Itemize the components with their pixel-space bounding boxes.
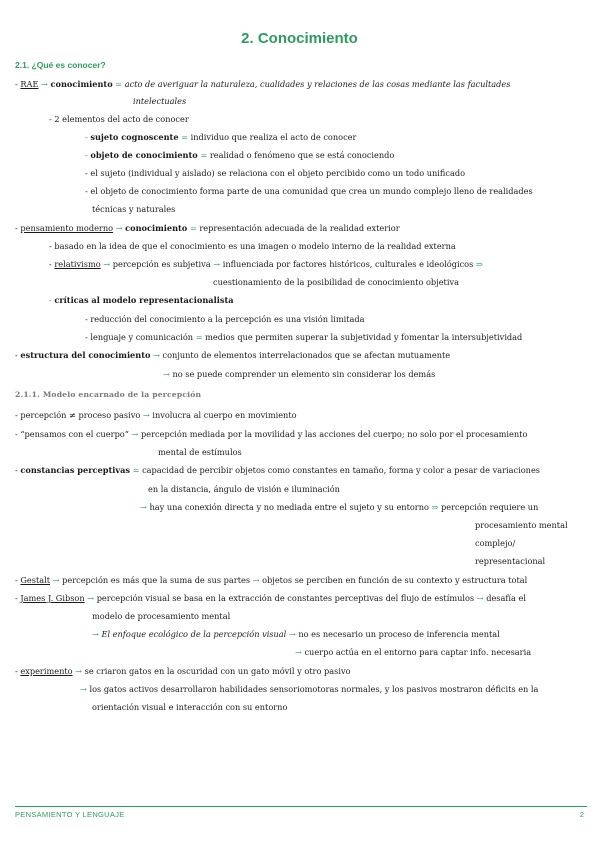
rae-definition-cont: intelectuales	[133, 96, 187, 106]
arrow-icon: →	[113, 223, 126, 233]
pensamos-text-1: - “pensamos con el cuerpo”	[15, 429, 129, 439]
percepcion-text-1: - percepción ≠ proceso pasivo	[15, 410, 141, 420]
arrow-icon: →	[474, 593, 487, 603]
gibson-cont: modelo de procesamiento mental	[92, 611, 231, 621]
criticas-line	[49, 295, 234, 306]
bullet-dash: -	[49, 295, 55, 305]
gibson-term: James J. Gibson	[20, 593, 85, 603]
experimento-cont: orientación visual e interacción con su entorno	[92, 702, 288, 712]
pensamos-cont: mental de estímulos	[158, 447, 242, 457]
percepcion-pasivo-line	[15, 410, 297, 421]
implies-arrow-icon: ⇒	[428, 502, 441, 512]
bullet-dash: -	[49, 259, 55, 269]
objeto-parte-cont: técnicas y naturales	[92, 204, 176, 214]
gibson-book-title: El enfoque ecológico de la percepción visual	[101, 629, 287, 639]
conocimiento-term: conocimiento	[125, 223, 188, 233]
objeto-term: objeto de conocimiento	[90, 150, 198, 160]
bullet-dash: -	[85, 150, 91, 160]
arrow-icon: →	[163, 369, 173, 379]
relativismo-text-2: influenciada por factores históricos, culturales e ideológicos	[222, 259, 474, 269]
constancias-text-4: percepción requiere un	[441, 502, 539, 512]
gestalt-line	[15, 575, 527, 586]
percepcion-text-2: involucra al cuerpo en movimiento	[152, 410, 297, 420]
gibson-text-6: cuerpo actúa en el entorno para captar info. necesaria	[304, 647, 532, 657]
bullet-dash: -	[15, 350, 21, 360]
arrow-icon: →	[100, 259, 113, 269]
estructura-def: conjunto de elementos interrelacionados que se afectan mutuamente	[162, 350, 451, 360]
gestalt-text-2: objetos se perciben en función de su contexto y estructura total	[262, 575, 528, 585]
constancias-cont: en la distancia, ángulo de visión e iluminación	[148, 484, 340, 494]
constancias-line	[15, 465, 540, 476]
arrow-icon: →	[140, 410, 153, 420]
bullet-dash: -	[85, 132, 91, 142]
experimento-term: experimento	[20, 666, 73, 676]
experimento-result-line	[80, 684, 538, 695]
page-title: 2. Conocimiento	[241, 30, 358, 47]
estructura-def-2: no se puede comprender un elemento sin considerar los demás	[172, 369, 436, 379]
section-heading-2-1-1: 2.1.1. Modelo encarnado de la percepción	[15, 390, 202, 399]
bullet-dash: -	[15, 79, 21, 89]
lenguaje-text-2: medios que permiten superar la subjetividad y fomentar la intersubjetividad	[205, 332, 523, 342]
arrow-icon: →	[72, 666, 85, 676]
constancias-text-3: hay una conexión directa y no mediada entre el sujeto y su entorno	[149, 502, 429, 512]
relativismo-cont: cuestionamiento de la posibilidad de conocimiento objetiva	[213, 277, 459, 287]
arrow-icon: →	[84, 593, 97, 603]
pensamos-line	[15, 429, 527, 440]
rae-term: RAE	[20, 79, 39, 89]
arrow-icon: →	[295, 647, 305, 657]
pensamiento-term: pensamiento moderno	[20, 223, 114, 233]
sujeto-relacion-line: - el sujeto (individual y aislado) se relaciona con el objeto percibido como un todo unificado	[85, 168, 466, 178]
relativismo-line	[49, 259, 483, 270]
rae-definition: acto de averiguar la naturaleza, cualidades y relaciones de las cosas mediante las facultades	[124, 79, 511, 89]
arrow-icon: →	[250, 575, 263, 585]
gibson-text-1: percepción visual se basa en la extracción de constantes perceptivas del flujo de estímulos	[96, 593, 475, 603]
gibson-text-2: desafía el	[486, 593, 526, 603]
estructura-cont	[163, 369, 435, 380]
estructura-term: estructura del conocimiento	[20, 350, 151, 360]
gibson-text-5: no es necesario un proceso de inferencia mental	[298, 629, 500, 639]
constancias-term: constancias perceptivas	[20, 465, 131, 475]
equals-sign: =	[193, 332, 206, 342]
gibson-line	[15, 593, 526, 604]
equals-sign: =	[112, 79, 125, 89]
sujeto-def: individuo que realiza el acto de conocer	[190, 132, 357, 142]
pensamos-text-2: percepción mediada por la movilidad y las acciones del cuerpo; no solo por el procesamiento	[141, 429, 528, 439]
section-heading-2-1: 2.1. ¿Qué es conocer?	[15, 60, 106, 70]
equals-sign: =	[197, 150, 210, 160]
equals-sign: =	[130, 465, 143, 475]
implies-arrow-icon: ⇒	[473, 259, 483, 269]
rae-line	[15, 79, 510, 90]
arrow-icon: →	[140, 502, 150, 512]
pensamiento-def: representación adecuada de la realidad exterior	[199, 223, 400, 233]
lenguaje-line	[85, 332, 522, 343]
experimento-text-1: se criaron gatos en la oscuridad con un gato móvil y otro pasivo	[84, 666, 351, 676]
objeto-def: realidad o fenómeno que se está conociendo	[209, 150, 395, 160]
sujeto-line	[85, 132, 356, 143]
footer-divider	[15, 806, 587, 807]
gestalt-text-1: percepción es más que la suma de sus partes	[62, 575, 251, 585]
constancias-cont-6: complejo/	[475, 538, 516, 548]
equals-sign: =	[178, 132, 191, 142]
bullet-dash: -	[15, 223, 21, 233]
reduccion-line: - reducción del conocimiento a la percepción es una visión limitada	[85, 314, 365, 324]
arrow-icon: →	[210, 259, 223, 269]
gibson-cuerpo-line	[295, 647, 531, 658]
experimento-text-2: los gatos activos desarrollaron habilidades sensoriomotoras normales, y los pasivos mostraron déficits en la	[89, 684, 539, 694]
arrow-icon: →	[286, 629, 299, 639]
gestalt-term: Gestalt	[20, 575, 51, 585]
dos-elementos-line: - 2 elementos del acto de conocer	[49, 114, 189, 124]
bullet-dash: -	[15, 593, 21, 603]
footer-course-title: PENSAMIENTO Y LENGUAJE	[15, 810, 125, 819]
criticas-term: críticas al modelo representacionalista	[54, 295, 234, 305]
experimento-line	[15, 666, 351, 677]
basado-line: - basado en la idea de que el conocimiento es una imagen o modelo interno de la realidad externa	[49, 241, 456, 251]
bullet-dash: -	[15, 666, 21, 676]
arrow-icon: →	[128, 429, 142, 439]
objeto-line	[85, 150, 394, 161]
constancias-conexion-line	[140, 502, 538, 513]
constancias-cont-7: representacional	[475, 556, 546, 566]
lenguaje-text-1: - lenguaje y comunicación	[85, 332, 194, 342]
arrow-icon: →	[80, 684, 90, 694]
constancias-text-1: capacidad de percibir objetos como constantes en tamaño, forma y color a pesar de variaciones	[142, 465, 540, 475]
conocimiento-term: conocimiento	[50, 79, 113, 89]
relativismo-term: relativismo	[54, 259, 101, 269]
arrow-icon: →	[92, 629, 102, 639]
bullet-dash: -	[15, 465, 21, 475]
estructura-line	[15, 350, 450, 361]
arrow-icon: →	[50, 575, 63, 585]
arrow-icon: →	[38, 79, 51, 89]
footer-page-number: 2	[579, 810, 584, 819]
arrow-icon: →	[150, 350, 163, 360]
bullet-dash: -	[15, 575, 21, 585]
equals-sign: =	[187, 223, 200, 233]
constancias-cont-5: procesamiento mental	[475, 520, 568, 530]
relativismo-text-1: percepción es subjetiva	[112, 259, 211, 269]
sujeto-term: sujeto cognoscente	[90, 132, 179, 142]
pensamiento-line	[15, 223, 400, 234]
objeto-parte-line: - el objeto de conocimiento forma parte de una comunidad que crea un mundo complejo lleno de realidades	[85, 186, 533, 196]
gibson-enfoque-line	[92, 629, 500, 640]
